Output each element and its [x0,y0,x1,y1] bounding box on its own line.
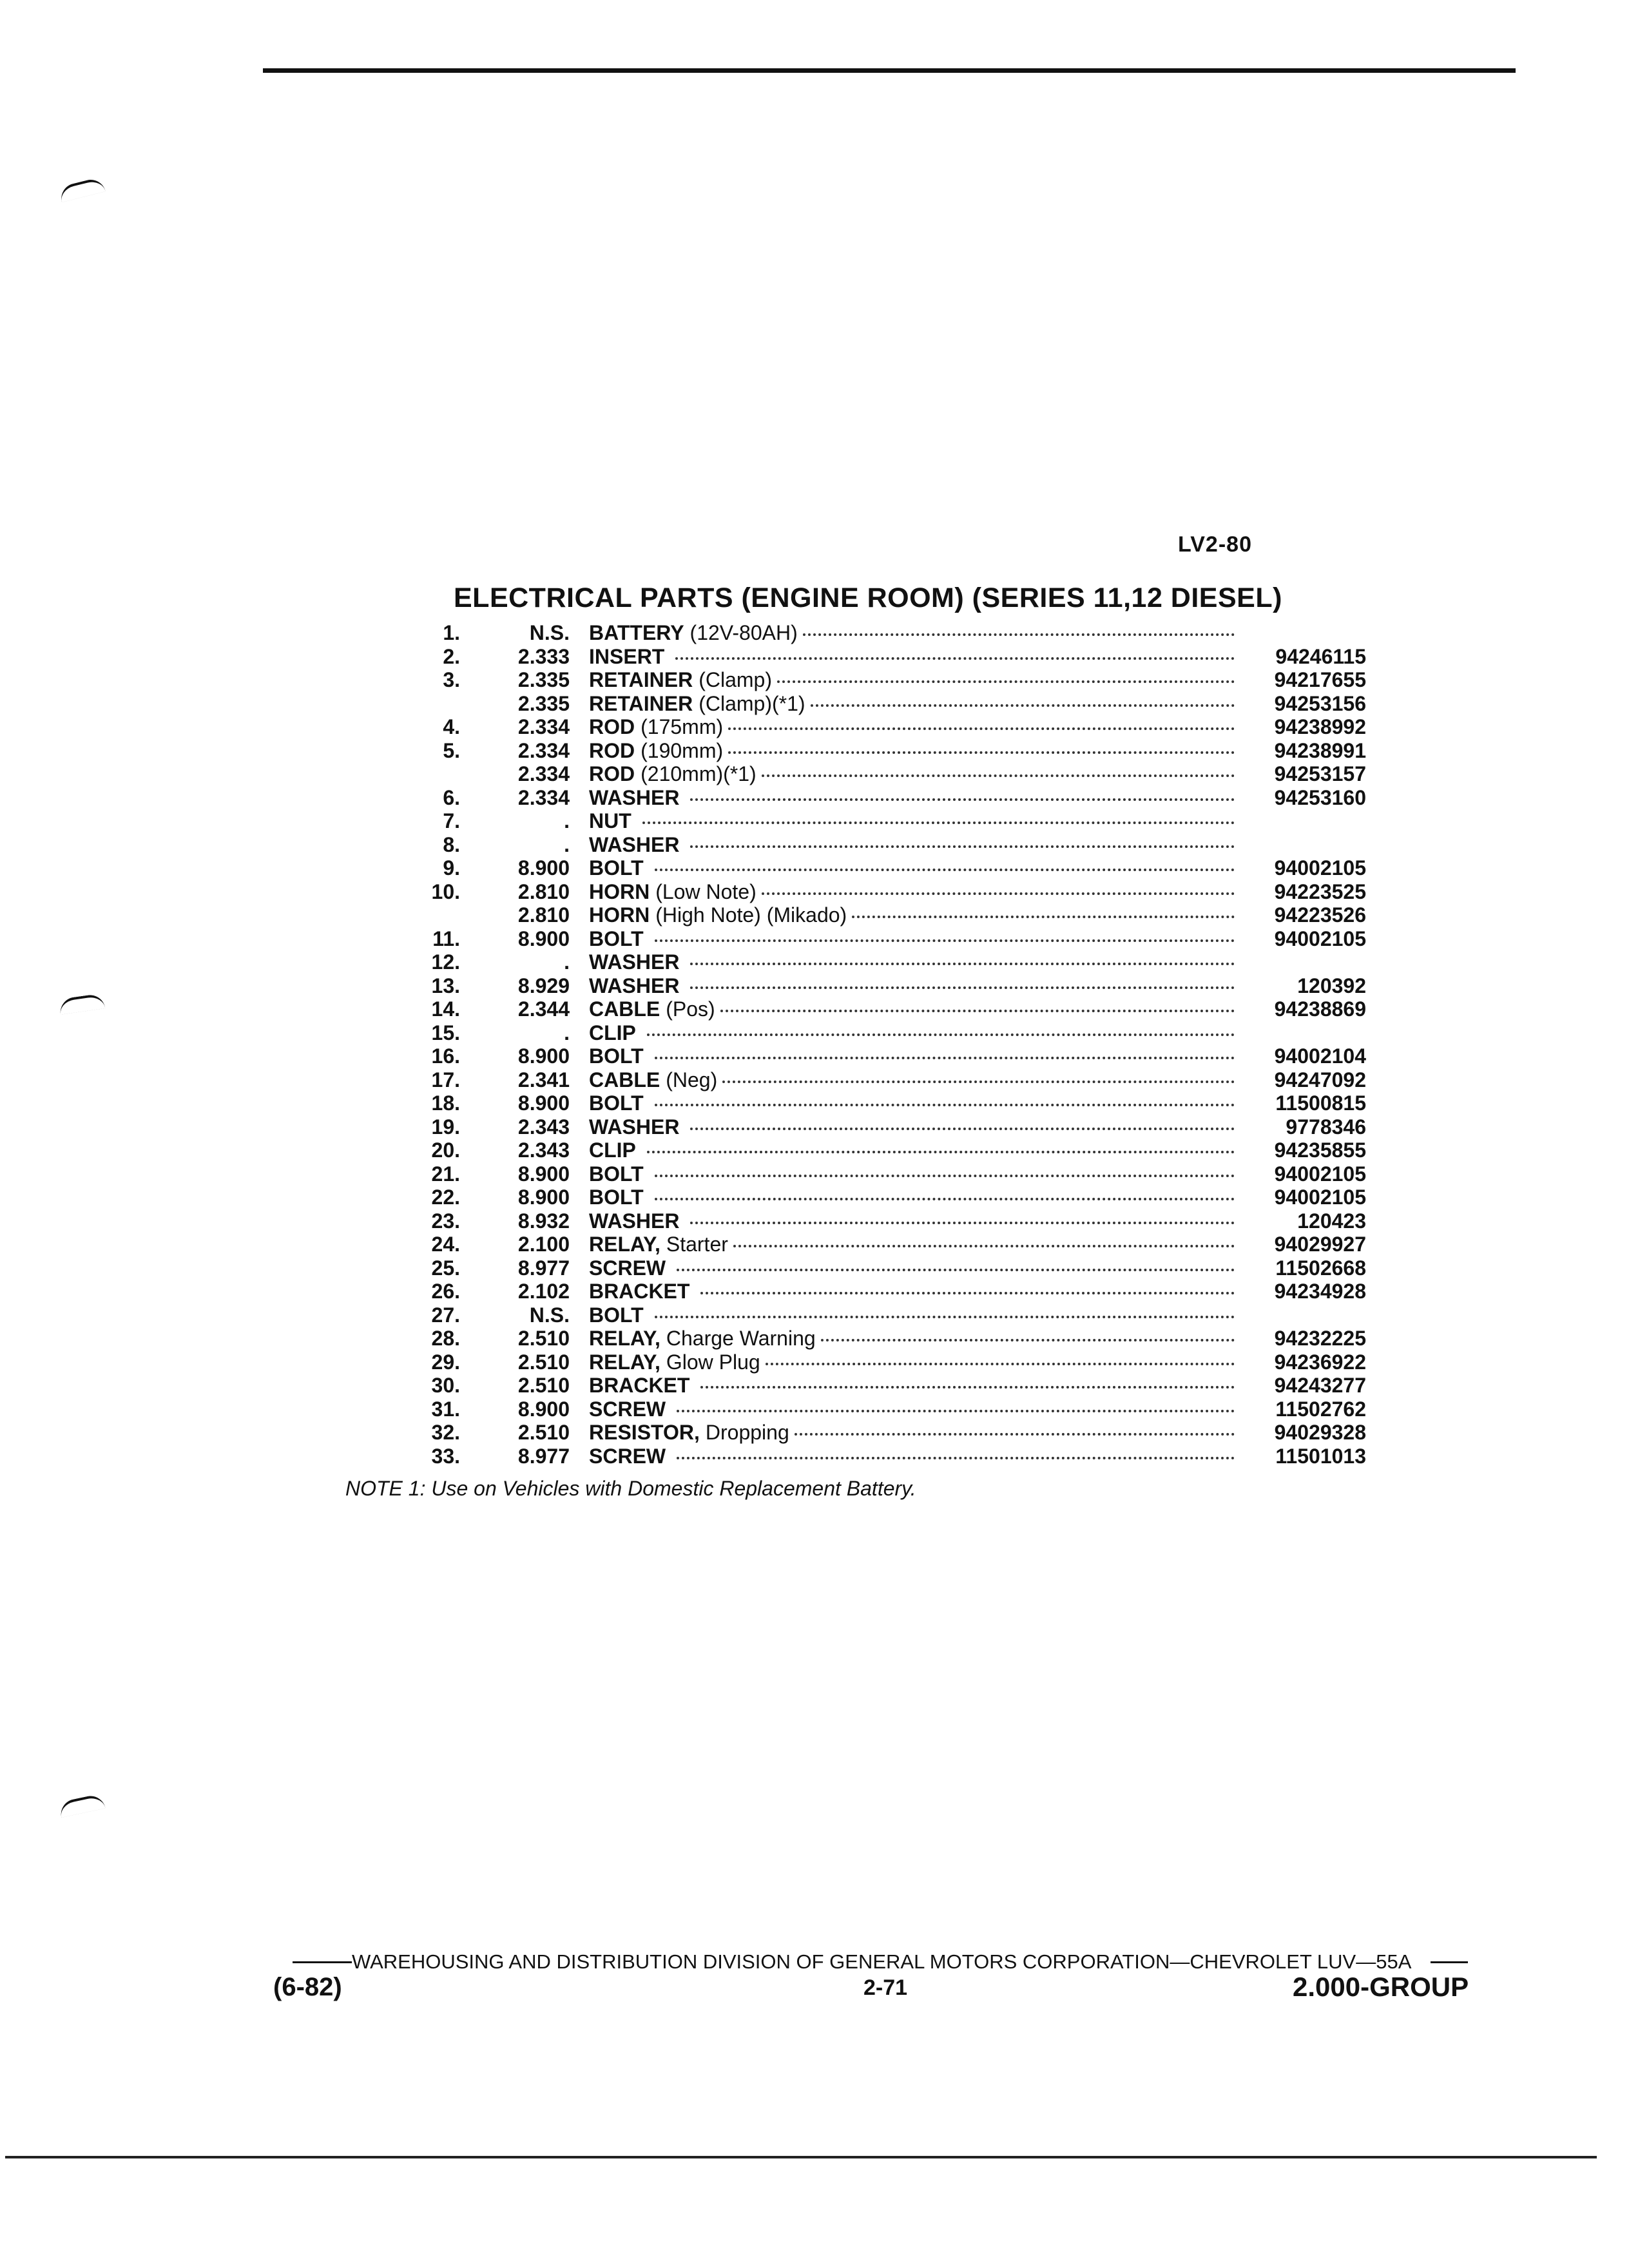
item-number: 30. [431,1374,460,1397]
group-number: 2.334 [517,738,570,762]
dot-leader [655,1198,1235,1200]
item-number: 12. [431,950,460,974]
group-label: 2.000-GROUP [1293,1972,1469,2002]
group-number: 2.100 [517,1233,570,1256]
parts-row [400,1091,1366,1115]
description [589,1021,1366,1045]
parts-row [400,739,1366,763]
part-name: WASHER [589,1115,680,1139]
dot-leader [677,1457,1235,1459]
group-number: 2.341 [517,1068,570,1091]
item-number: 29. [431,1350,460,1374]
parts-row [400,1303,1366,1327]
dot-leader [733,1245,1235,1247]
item-number: 27. [431,1303,460,1327]
part-number: 120392 [1297,974,1366,997]
part-number: 94247092 [1274,1068,1366,1091]
dot-leader [655,939,1235,942]
part-name: BOLT [589,1162,644,1186]
description [589,1374,1366,1398]
page-title: ELECTRICAL PARTS (ENGINE ROOM) (SERIES 11,12 DIESEL) [454,582,1282,613]
part-qualifier: (Neg) [666,1068,718,1091]
part-name: BOLT [589,856,644,879]
dot-leader [647,1033,1235,1036]
item-number: 23. [431,1209,460,1233]
parts-row [400,1115,1366,1139]
description [589,1421,1366,1445]
part-qualifier: Charge Warning [666,1327,816,1350]
hole-punch-mark [59,993,106,1015]
item-number: 10. [431,879,460,903]
dot-leader [762,774,1235,777]
part-name: BOLT [589,1044,644,1068]
part-number: 94253156 [1274,691,1366,715]
parts-row [400,927,1366,951]
item-number: 11. [432,927,460,950]
description [589,1209,1366,1233]
group-number: 2.334 [517,785,570,809]
description [589,715,1366,739]
group-number: 8.900 [517,1091,570,1115]
group-number: 8.932 [517,1209,570,1233]
part-name: CLIP [589,1021,636,1044]
page-number: 2-71 [863,1975,908,2000]
dot-leader [795,1433,1235,1436]
part-number: 9778346 [1286,1115,1366,1139]
hole-punch-mark [58,177,106,202]
description [589,903,1366,927]
group-number: 2.343 [517,1115,570,1139]
item-number: 33. [431,1444,460,1468]
group-number: . [564,809,570,832]
part-name: ROD [589,738,635,762]
dot-leader [655,1104,1235,1106]
part-number: 94002105 [1274,927,1366,950]
parts-list [400,621,1366,1468]
group-number: 8.900 [517,856,570,879]
parts-row [400,762,1366,786]
part-qualifier: (Clamp)(*1) [699,691,805,715]
description [589,809,1366,833]
item-number: 1. [443,621,460,644]
footer-dash [293,1961,352,1963]
parts-row [400,668,1366,692]
part-name: NUT [589,809,631,832]
part-number: 94232225 [1274,1327,1366,1350]
description [589,1233,1366,1256]
top-rule [263,68,1516,73]
item-number: 28. [431,1327,460,1350]
group-number: 8.977 [517,1444,570,1468]
parts-row [400,833,1366,857]
parts-row [400,809,1366,833]
part-number: 94217655 [1274,668,1366,691]
part-number: 11502668 [1275,1256,1366,1280]
hole-punch-mark [58,1793,105,1818]
part-qualifier: Dropping [705,1421,789,1444]
item-number: 7. [443,809,460,832]
item-number: 32. [431,1421,460,1444]
group-number: 2.510 [517,1374,570,1397]
dot-leader [655,1175,1235,1177]
dot-leader [821,1339,1235,1341]
part-name: RELAY, [589,1327,660,1350]
item-number: 6. [443,785,460,809]
part-number: 94238992 [1274,715,1366,738]
parts-row [400,1233,1366,1256]
parts-row [400,1209,1366,1233]
dot-leader [690,798,1235,801]
description [589,692,1366,716]
description [589,1115,1366,1139]
part-number: 94246115 [1275,644,1366,668]
item-number: 24. [431,1233,460,1256]
part-name: RETAINER [589,691,693,715]
description [589,739,1366,763]
group-number: 2.335 [517,668,570,691]
description [589,645,1366,669]
group-number: 2.344 [517,997,570,1021]
group-number: 2.333 [517,644,570,668]
group-number: 8.977 [517,1256,570,1280]
group-number: 2.510 [517,1327,570,1350]
part-number: 11502762 [1275,1397,1366,1421]
part-name: BOLT [589,1186,644,1209]
description [589,1445,1366,1468]
description [589,1091,1366,1115]
part-number: 94002105 [1274,1186,1366,1209]
part-qualifier: (190mm) [641,738,724,762]
description [589,1044,1366,1068]
part-name: WASHER [589,832,680,856]
parts-row [400,786,1366,810]
dot-leader [690,986,1235,989]
parts-row [400,1421,1366,1445]
dot-leader [675,657,1235,660]
part-number: 94234928 [1274,1280,1366,1303]
item-number: 26. [431,1280,460,1303]
part-number: 94236922 [1274,1350,1366,1374]
parts-row [400,1139,1366,1162]
description [589,1139,1366,1162]
parts-row [400,1256,1366,1280]
part-qualifier: (Low Note) [655,879,757,903]
part-name: RELAY, [589,1233,660,1256]
group-number: 2.102 [517,1280,570,1303]
parts-row [400,1280,1366,1303]
dot-leader [728,727,1235,730]
dot-leader [655,1316,1235,1318]
dot-leader [766,1363,1235,1365]
group-number: 8.900 [517,1044,570,1068]
part-name: ROD [589,715,635,738]
group-number: 8.900 [517,1186,570,1209]
dot-leader [700,1386,1235,1389]
description [589,974,1366,998]
description [589,786,1366,810]
parts-row [400,1350,1366,1374]
item-number: 5. [443,738,460,762]
part-qualifier: (Clamp) [699,668,772,691]
parts-row [400,692,1366,716]
footer-dash [1431,1961,1468,1963]
dot-leader [728,751,1235,754]
dot-leader [720,1010,1235,1012]
part-name: CABLE [589,1068,660,1091]
part-name: RETAINER [589,668,693,691]
dot-leader [655,869,1235,871]
description [589,1303,1366,1327]
group-number: . [564,950,570,974]
part-number: 94253157 [1274,762,1366,785]
dot-leader [762,892,1235,895]
parts-row [400,1327,1366,1350]
dot-leader [677,1269,1235,1271]
part-name: BOLT [589,1303,644,1327]
description [589,950,1366,974]
group-number: 8.929 [517,974,570,997]
parts-row [400,1162,1366,1186]
part-name: HORN [589,879,650,903]
description [589,1162,1366,1186]
part-qualifier: (Pos) [666,997,715,1021]
parts-row [400,903,1366,927]
item-number: 21. [431,1162,460,1186]
part-qualifier: (175mm) [641,715,724,738]
description [589,1256,1366,1280]
description [589,762,1366,786]
item-number: 18. [431,1091,460,1115]
part-number: 94238869 [1274,997,1366,1021]
part-number: 94029927 [1274,1233,1366,1256]
item-number: 19. [431,1115,460,1139]
item-number: 31. [431,1397,460,1421]
group-number: N.S. [529,621,570,644]
part-name: BRACKET [589,1374,690,1397]
part-number: 94002105 [1274,1162,1366,1186]
part-name: BRACKET [589,1280,690,1303]
part-number: 94238991 [1274,738,1366,762]
parts-row [400,1068,1366,1092]
item-number: 13. [431,974,460,997]
part-name: WASHER [589,974,680,997]
parts-row [400,950,1366,974]
part-number: 11500815 [1275,1091,1366,1115]
item-number: 14. [431,997,460,1021]
description [589,880,1366,904]
item-number: 17. [431,1068,460,1091]
part-name: ROD [589,762,635,785]
part-name: HORN [589,903,650,927]
description [589,1186,1366,1209]
dot-leader [700,1292,1235,1294]
group-number: 8.900 [517,1162,570,1186]
item-number: 4. [443,715,460,738]
description [589,1280,1366,1303]
group-number: 2.334 [517,715,570,738]
part-number: 94029328 [1274,1421,1366,1444]
part-name: WASHER [589,785,680,809]
group-number: 2.343 [517,1139,570,1162]
description [589,1350,1366,1374]
dot-leader [777,680,1235,683]
item-number: 20. [431,1139,460,1162]
item-number: 2. [443,644,460,668]
parts-row [400,1374,1366,1398]
part-number: 94243277 [1274,1374,1366,1397]
page-code: LV2-80 [1178,532,1252,557]
parts-row [400,1398,1366,1421]
part-name: RESISTOR, [589,1421,700,1444]
dot-leader [803,633,1235,636]
part-name: BATTERY [589,621,684,644]
part-name: RELAY, [589,1350,660,1374]
bottom-rule [5,2156,1597,2158]
description [589,1068,1366,1092]
item-number: 16. [431,1044,460,1068]
parts-row [400,715,1366,739]
part-name: BOLT [589,927,644,950]
item-number: 9. [443,856,460,879]
part-number: 94002105 [1274,856,1366,879]
description [589,1327,1366,1350]
parts-row [400,645,1366,669]
part-number: 94223526 [1274,903,1366,927]
parts-row [400,1445,1366,1468]
part-name: SCREW [589,1256,666,1280]
dot-leader [647,1151,1235,1153]
footnote: NOTE 1: Use on Vehicles with Domestic Replacement Battery. [345,1477,916,1500]
part-name: CLIP [589,1139,636,1162]
dot-leader [811,704,1235,707]
part-name: WASHER [589,1209,680,1233]
part-name: BOLT [589,1091,644,1115]
part-number: 94235855 [1274,1139,1366,1162]
parts-row [400,1021,1366,1045]
part-qualifier: Starter [666,1233,728,1256]
revision-date: (6-82) [273,1973,342,2001]
item-number: 3. [443,668,460,691]
dot-leader [690,1128,1235,1130]
part-qualifier: (210mm)(*1) [641,762,757,785]
part-qualifier: (High Note) (Mikado) [655,903,847,927]
item-number: 8. [443,832,460,856]
item-number: 25. [431,1256,460,1280]
parts-row [400,1044,1366,1068]
group-number: . [564,1021,570,1044]
dot-leader [677,1410,1235,1412]
part-name: WASHER [589,950,680,974]
group-number: . [564,832,570,856]
description [589,621,1366,645]
description [589,927,1366,951]
parts-row [400,997,1366,1021]
dot-leader [690,1222,1235,1224]
footer-division-line [293,1950,1510,1974]
group-number: 8.900 [517,1397,570,1421]
group-number: 2.510 [517,1421,570,1444]
dot-leader [690,963,1235,965]
parts-row [400,621,1366,645]
description [589,1398,1366,1421]
footer-text: WAREHOUSING AND DISTRIBUTION DIVISION OF GENERAL MOTORS CORPORATION—CHEVROLET LUV—55A [352,1950,1412,1973]
parts-row [400,974,1366,998]
part-name: SCREW [589,1444,666,1468]
part-qualifier: (12V-80AH) [689,621,798,644]
part-number: 120423 [1297,1209,1366,1233]
group-number: 2.334 [517,762,570,785]
dot-leader [655,1057,1235,1059]
part-number: 11501013 [1275,1444,1366,1468]
part-number: 94253160 [1274,785,1366,809]
item-number: 22. [431,1186,460,1209]
part-number: 94223525 [1274,879,1366,903]
part-name: INSERT [589,644,665,668]
group-number: N.S. [529,1303,570,1327]
group-number: 2.810 [517,879,570,903]
description [589,833,1366,857]
description [589,856,1366,880]
group-number: 2.810 [517,903,570,927]
item-number: 15. [431,1021,460,1044]
group-number: 8.900 [517,927,570,950]
part-name: SCREW [589,1397,666,1421]
dot-leader [642,822,1235,824]
part-qualifier: Glow Plug [666,1350,760,1374]
description [589,997,1366,1021]
part-name: CABLE [589,997,660,1021]
group-number: 2.335 [517,691,570,715]
parts-row [400,1186,1366,1209]
parts-row [400,856,1366,880]
dot-leader [722,1081,1235,1083]
dot-leader [690,845,1235,848]
parts-row [400,880,1366,904]
description [589,668,1366,692]
dot-leader [852,916,1235,918]
group-number: 2.510 [517,1350,570,1374]
part-number: 94002104 [1274,1044,1366,1068]
